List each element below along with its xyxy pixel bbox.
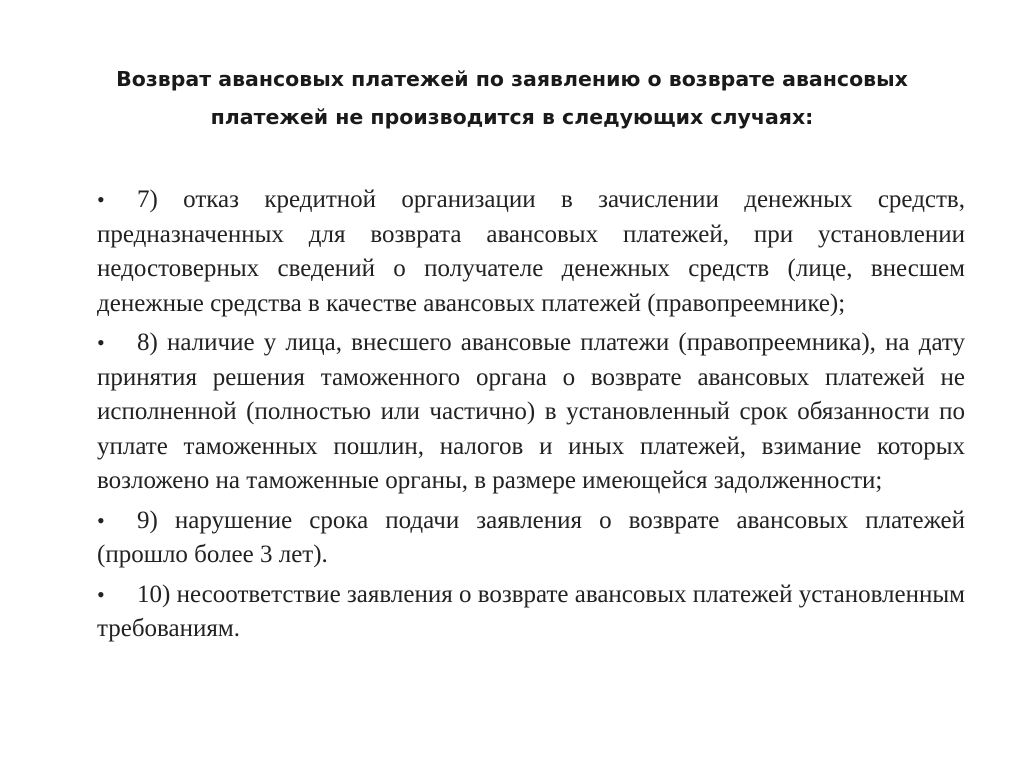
bullet-icon: • <box>97 187 105 212</box>
bullet-list <box>97 183 965 647</box>
list-item-text: 8) наличие у лица, внесшего авансовые платежи (правопреемника), на дату принятия решения таможенного органа о возврате авансовых платежей не исполненной (полностью или частично) в установленный срок обязанности по уплате таможенных пошлин, налогов и иных платежей, взимание которых возложено на таможенные органы, в размере имеющейся задолженности; <box>97 329 965 494</box>
slide-title: Возврат авансовых платежей по заявлению о возврате авансовых платежей не производится в следующих случаях: <box>116 67 908 129</box>
list-item-text: 7) отказ кредитной организации в зачислении денежных средств, предназначенных для возврата авансовых платежей, при установлении недостоверных сведений о получателе денежных средств (лице, внесшем денежные средства в качестве авансовых платежей (правопреемнике); <box>97 186 965 317</box>
list-item <box>97 504 965 573</box>
list-item <box>97 183 965 321</box>
bullet-icon: • <box>97 507 105 533</box>
list-item <box>97 578 965 647</box>
list-item-text: 10) несоответствие заявления о возврате авансовых платежей установленным требованиям. <box>97 580 965 642</box>
bullet-icon: • <box>97 330 105 355</box>
bullet-icon: • <box>97 581 105 607</box>
list-item <box>97 326 965 499</box>
list-item-text: 9) нарушение срока подачи заявления о возврате авансовых платежей (прошло более 3 лет). <box>97 506 965 568</box>
